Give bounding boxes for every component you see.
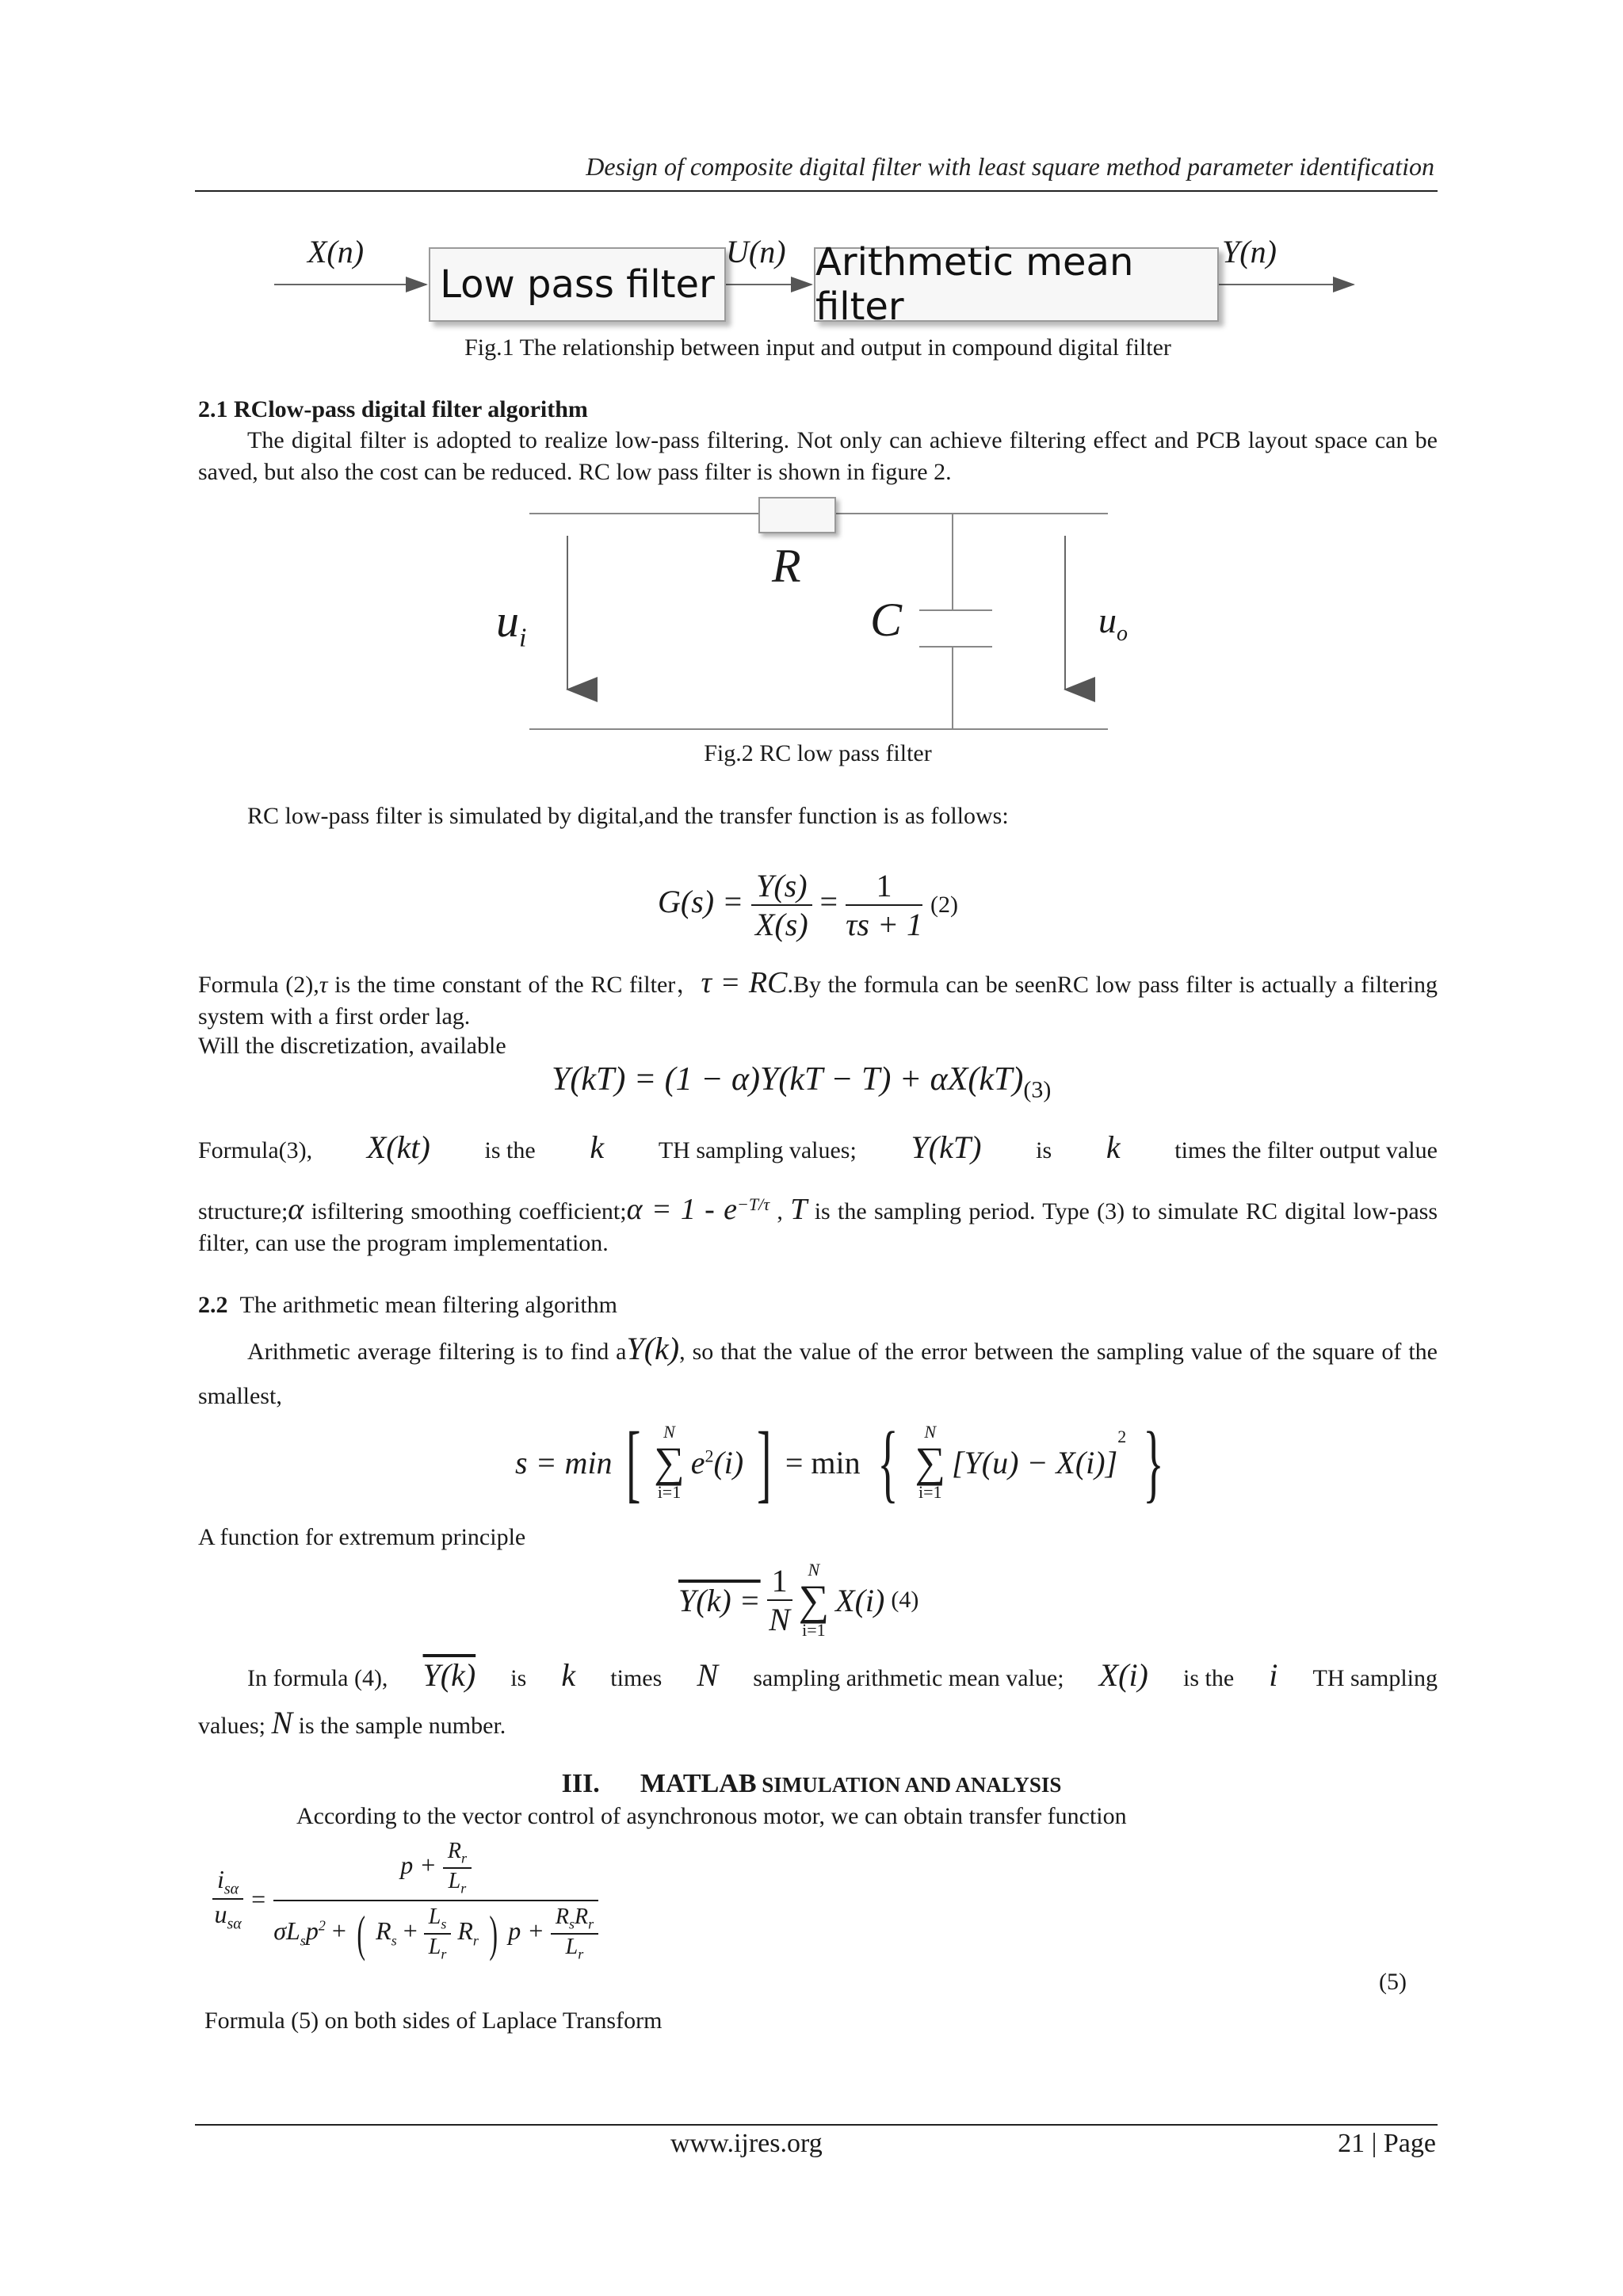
equation-4: Y(k) = $\frac{1}{N}$ N ∑ i=1 X(i) (4)	[678, 1560, 919, 1640]
section-2-1-paragraph-4: Will the discretization, available	[198, 1033, 506, 1059]
section-2-2-heading: 2.2 The arithmetic mean filtering algorithm	[198, 1292, 617, 1318]
equation-5-tag: (5)	[1379, 1969, 1407, 1995]
equation-2: G(s) = $\frac{Y(s)}{X(s)}$ = $\frac{1}{\tau s + 1}$ (2)	[658, 868, 958, 942]
section-2-2-paragraph-3-line-1: In formula (4), Y(k) is k times N sampling arithmetic mean value; X(i) is the i TH sampling	[247, 1657, 1438, 1693]
equation-3: $Y(kT) = (1 - \alpha)Y(kT - T) + \alpha X(kT)_{(3)}$	[552, 1061, 1052, 1103]
fig2-rc-circuit	[0, 0, 1623, 793]
section-2-1-paragraph-3: Formula (2),τ is the time constant of the RC filter，τ = RC.By the formula can be seenRC low pass filter is actually a filtering system with a first order lag.	[198, 966, 1438, 1030]
arithmetic-mean-filter-block: Arithmetic mean filter	[814, 247, 1219, 322]
running-header: Design of composite digital filter with least square method parameter identification	[586, 152, 1434, 181]
footer-rule	[195, 2124, 1438, 2126]
low-pass-filter-block: Low pass filter	[429, 247, 726, 322]
section-3-paragraph-2: Formula (5) on both sides of Laplace Transform	[204, 2008, 663, 2034]
resistor-symbol	[759, 498, 835, 533]
sigma-symbol: ∑	[654, 1438, 685, 1486]
section-2-1-paragraph-1: The digital filter is adopted to realize low-pass filtering. Not only can achieve filtering effect and PCB layout space can be saved, but also the cost can be reduced. RC low pass filter is shown in figure 2.	[198, 427, 1438, 485]
fig1-caption: Fig.1 The relationship between input and output in compound digital filter	[464, 334, 1171, 361]
input-voltage-label: $u_i$	[496, 595, 527, 653]
fig1-input-label: X(n)	[307, 234, 365, 269]
capacitor-label: C	[870, 594, 903, 646]
eq5-left-paren: (	[357, 1904, 365, 1962]
equation-min-error: s = min [ N ∑ i=1 $e^2(i)$ ] = min { N ∑ i=1 $[Y(u) - X(i)]^2$ }	[515, 1414, 1164, 1511]
fig2-caption: Fig.2 RC low pass filter	[704, 740, 932, 766]
section-2-2-paragraph-2: A function for extremum principle	[198, 1524, 526, 1550]
left-bracket: [	[625, 1414, 641, 1511]
section-2-1-heading: 2.1 RClow-pass digital filter algorithm	[198, 396, 588, 422]
right-brace: }	[1143, 1414, 1164, 1511]
section-2-1-paragraph-5: Formula(3), X(kt) is the k TH sampling values; Y(kT) is k times the filter output value	[198, 1129, 1438, 1165]
left-brace: {	[876, 1414, 899, 1511]
eq5-right-paren: )	[489, 1904, 498, 1962]
section-2-1-paragraph-2: RC low-pass filter is simulated by digital,and the transfer function is as follows:	[247, 803, 1009, 829]
sigma-symbol-2: ∑	[915, 1438, 945, 1486]
section-2-2-paragraph-3-line-2: values; N is the sample number.	[198, 1705, 506, 1740]
section-3-heading: III. MATLAB SIMULATION AND ANALYSIS	[561, 1769, 1062, 1798]
fig1-output-label: Y(n)	[1222, 234, 1277, 269]
section-2-1-paragraph-6: structure;α isfiltering smoothing coefficient;α = $1 - e^{-T/\tau}$ , T is the sampling period. Type (3) to simulate RC digital low-pass filter, can use the program implementation.	[198, 1193, 1438, 1256]
sigma-symbol-3: ∑	[798, 1576, 830, 1624]
footer-page-number: 21 | Page	[1338, 2129, 1436, 2158]
fig1-mid-label: U(n)	[726, 234, 786, 269]
resistor-label: R	[772, 540, 801, 592]
section-2-2-paragraph-1: Arithmetic average filtering is to find aY(k), so that the value of the error between the sampling value of the square of the smallest,	[198, 1331, 1438, 1409]
right-bracket: ]	[757, 1414, 772, 1511]
section-3-paragraph-1: According to the vector control of asynchronous motor, we can obtain transfer function	[296, 1803, 1127, 1829]
output-voltage-label: $u_o$	[1098, 600, 1128, 647]
footer-site: www.ijres.org	[670, 2129, 823, 2158]
equation-5: $\frac{i_{s\alpha}}{u_{s\alpha}}$ = p + $\frac{R_r}{L_r}$ $\sigma L_sp^2$ + ( $R_s$ + $\frac{L_s}{L_r}$ $R_r$ ) p + $\frac{R_sR_r}{L_r}$	[212, 1836, 598, 1962]
